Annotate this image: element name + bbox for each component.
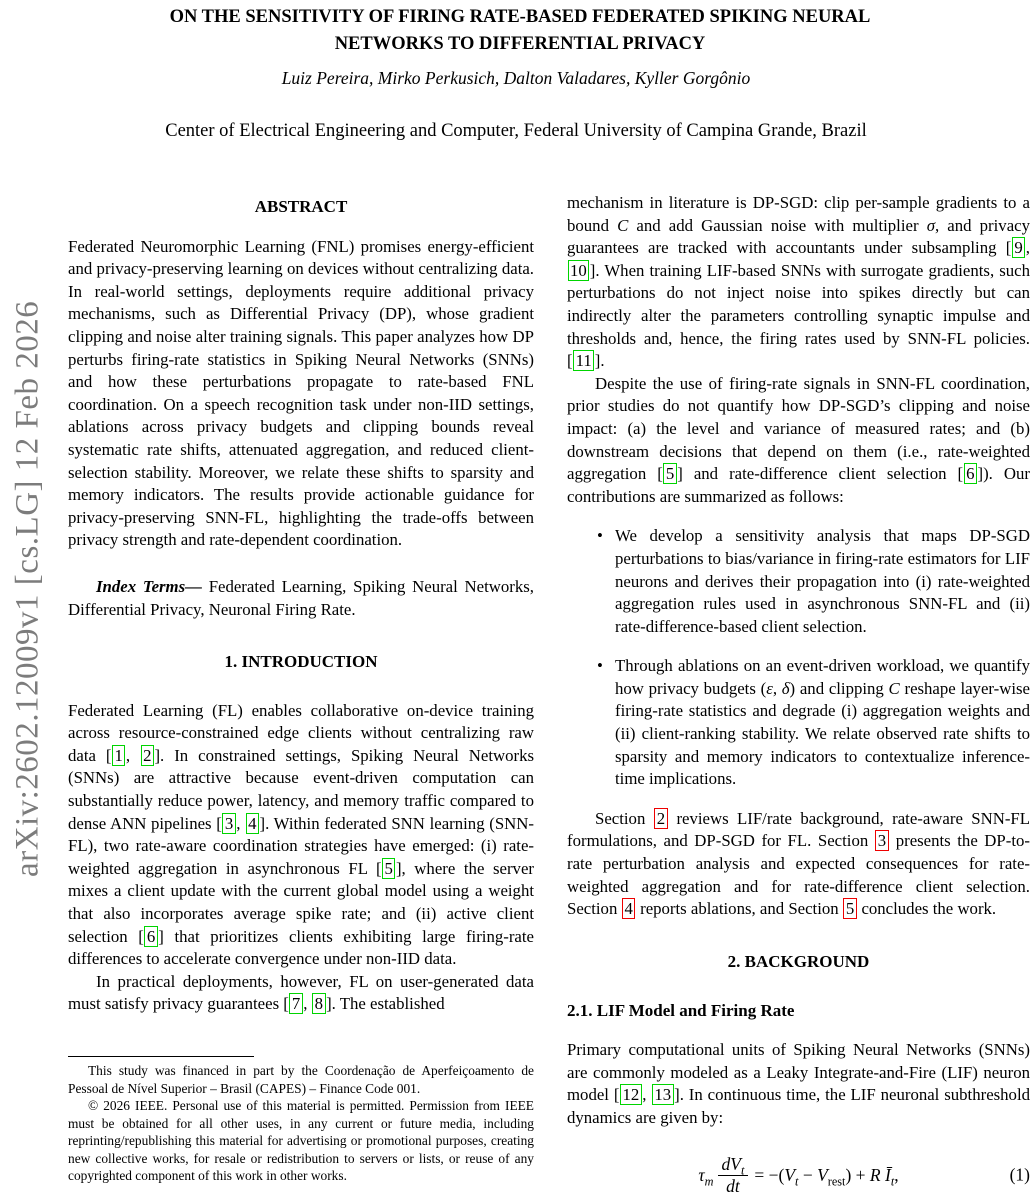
section-ref-link[interactable]: 2	[654, 808, 667, 829]
math-symbol: C	[888, 678, 900, 698]
bullet-icon: •	[597, 656, 603, 676]
section-1-heading: 1. INTRODUCTION	[224, 652, 378, 672]
footnote-funding: This study was financed in part by the Coordenação de Aperfeiçoamento de Pessoal de Nível Superior – Brasil (CAPES) – Finance Code 001.	[68, 1063, 534, 1096]
abstract-text: Federated Neuromorphic Learning (FNL) promises energy-efficient and privacy-preserving learning on devices without centralizing data. In real-world settings, deployments require additional privacy mechanisms, such as Differential Privacy (DP), whose gradient clipping and noise alter training signals. This paper analyzes how DP perturbs firing-rate statistics in Spiking Neural Networks (SNNs) and how these perturbations propagate to rate-based FNL coordination. On a speech recognition task under non-IID settings, ablations across privacy budgets and clipping bounds reveal systematic rate shifts, attenuated aggregation, and reduced client-selection stability. Moreover, we relate these shifts to sparsity and memory indicators. The results provide actionable guidance for privacy-preserving SNN-FL, highlighting the trade-offs between privacy strength and rate-dependent coordination.	[68, 236, 534, 550]
intro-paragraph-1: Federated Learning (FL) enables collaborative on-device training across resource-constrained edge clients without centralizing raw data [ 1 , 2 ]. In constrained settings, Spiking Neural Networks (SNNs) are attractive because event-driven computation can substantially reduce power, latency, and memory traffic compared to dense ANN pipelines [ 3 , 4 ]. Within federated SNN learning (SNN-FL), two rate-aware coordination strategies have emerged: (i) rate-weighted aggregation in asynchronous FL [ 5 ], where the server mixes a client update with the current global model using a weight that also incorporates average spike rate; and (ii) active client selection [ 6 ] that prioritizes clients exhibiting large firing-rate differences to accelerate convergence under non-IID data.	[68, 700, 535, 969]
citation-link[interactable]: 12	[620, 1084, 642, 1105]
math-symbol: C	[617, 215, 629, 235]
contribution-bullet-2	[567, 655, 1030, 791]
index-terms: Index Terms— Federated Learning, Spiking Neural Networks, Differential Privacy, Neuronal Firing Rate.	[68, 576, 534, 619]
equation-1	[567, 1149, 1030, 1200]
arxiv-watermark: arXiv:2602.12009v1 [cs.LG] 12 Feb 2026	[9, 300, 46, 878]
contribution-bullet-1-text: We develop a sensitivity analysis that maps DP-SGD perturbations to bias/variance in firing-rate estimators for LIF neurons and derives their propagation into (i) rate-weighted aggregation rules used in asynchronous SNN-FL and (ii) rate-difference-based client selection.	[615, 526, 1030, 636]
fraction-denominator	[726, 1176, 740, 1197]
contribution-bullet-1	[567, 525, 1030, 638]
math-symbol: V	[784, 1165, 796, 1186]
citation-link[interactable]: 5	[663, 463, 676, 484]
equation-body	[698, 1154, 898, 1197]
equation-lhs	[698, 1164, 713, 1187]
contribution-bullet-2-text: Through ablations on an event-driven workload, we quantify how privacy budgets (ε, δ) and clipping C reshape layer-wise firing-rate statistics and degrade (i) aggregation weights and (ii) client-ranking stability. We relate observed rate shifts to sparsity and memory indicators to contextualize inference-time implications.	[615, 656, 1030, 789]
paper-outline-paragraph: Section 2 reviews LIF/rate background, rate-aware SNN-FL formulations, and DP-SGD for FL. Section 3 presents the DP-to-rate perturbation analysis and expected consequences for rate-weighted aggregation and for rate-difference client selection. Section 4 reports ablations, and Section 5 concludes the work.	[567, 808, 1031, 919]
abstract-heading: ABSTRACT	[254, 197, 348, 216]
footnote-block	[68, 1056, 534, 1185]
math-subscript: rest	[827, 1174, 846, 1189]
footnote-copyright: © 2026 IEEE. Personal use of this material is permitted. Permission from IEEE must be obtained for all other uses, in any current or future media, including reprinting/republishing this material for advertising or promotional purposes, creating new collective works, for resale or redistribution to servers or lists, or reuse of any copyrighted component of this work in other works.	[68, 1098, 534, 1183]
citation-link[interactable]: 3	[222, 813, 235, 834]
dp-sgd-paragraph: mechanism in literature is DP-SGD: clip per-sample gradients to a bound C and add Gaussian noise with multiplier σ, and privacy guarantees are tracked with accountants under subsampling [ 9 , 10 ]. When training LIF-based SNNs with surrogate gradients, such perturbations do not inject noise into spikes directly but can indirectly alter the parameters controlling synaptic impulse and thresholds and, hence, the firing rates used by SNN-FL policies. [ 11 ].	[567, 193, 1030, 371]
authors: Luiz Pereira, Mirko Perkusich, Dalton Valadares, Kyller Gorgônio	[281, 68, 751, 88]
index-terms-label: Index Terms—	[96, 576, 202, 596]
math-symbol: τ	[698, 1165, 705, 1186]
math-symbol: dt	[726, 1175, 740, 1196]
citation-link[interactable]: 10	[568, 260, 590, 281]
equation-number: (1)	[1009, 1165, 1030, 1186]
math-symbol: Ī	[884, 1165, 891, 1186]
citation-link[interactable]: 1	[112, 745, 125, 766]
math-symbol: dV	[721, 1153, 741, 1174]
equation-rhs: = $-(V_t - V_{rest}) + R$ $Ī_t$,	[754, 1165, 899, 1189]
math-subscript: t	[890, 1174, 895, 1189]
math-symbol: ε	[766, 678, 773, 698]
left-column	[68, 192, 534, 1016]
citation-link[interactable]: 11	[573, 350, 594, 371]
section-ref-link[interactable]: 5	[843, 898, 856, 919]
citation-link[interactable]: 6	[144, 926, 157, 947]
citation-link[interactable]: 7	[289, 993, 302, 1014]
math-symbol: V	[817, 1165, 828, 1186]
citation-link[interactable]: 13	[652, 1084, 674, 1105]
intro-paragraph-2: In practical deployments, however, FL on user-generated data must satisfy privacy guarantees [ 7 , 8 ]. The established	[68, 971, 534, 1014]
section-ref-link[interactable]: 3	[875, 830, 888, 851]
fraction-numerator	[718, 1154, 749, 1176]
paper-title-line1: ON THE SENSITIVITY OF FIRING RATE-BASED FEDERATED SPIKING NEURAL	[169, 7, 871, 27]
citation-link[interactable]: 8	[312, 993, 325, 1014]
right-column	[567, 192, 1030, 1200]
subsection-2-1-heading: 2.1. LIF Model and Firing Rate	[567, 1001, 795, 1021]
math-subscript: t	[740, 1163, 745, 1178]
paper-title	[60, 4, 980, 58]
paper-title-line2: NETWORKS TO DIFFERENTIAL PRIVACY	[334, 34, 706, 54]
bullet-icon: •	[597, 526, 603, 546]
equation-fraction	[718, 1154, 749, 1197]
citation-link[interactable]: 2	[141, 745, 154, 766]
citation-link[interactable]: 6	[964, 463, 977, 484]
citation-link[interactable]: 4	[246, 813, 259, 834]
affiliation: Center of Electrical Engineering and Computer, Federal University of Campina Grande, Brazil	[165, 121, 867, 141]
section-ref-link[interactable]: 4	[622, 898, 635, 919]
citation-link[interactable]: 9	[1012, 237, 1025, 258]
citation-link[interactable]: 5	[382, 858, 395, 879]
math-symbol: δ	[781, 678, 790, 698]
math-symbol: R	[869, 1165, 881, 1186]
lif-model-paragraph: Primary computational units of Spiking Neural Networks (SNNs) are commonly modeled as a Leaky Integrate-and-Fire (LIF) neuron model [ 12 , 13 ]. In continuous time, the LIF neuronal subthreshold dynamics are given by:	[567, 1040, 1031, 1127]
footnote-rule	[68, 1056, 254, 1057]
math-subscript: t	[795, 1174, 799, 1189]
contributions-intro-paragraph: Despite the use of firing-rate signals in SNN-FL coordination, prior studies do not quantify how DP-SGD’s clipping and noise impact: (a) the level and variance of measured rates; and (b) downstream decisions that depend on them (i.e., rate-weighted aggregation [ 5 ] and rate-difference client selection [ 6 ]). Our contributions are summarized as follows:	[567, 373, 1030, 506]
math-symbol: σ	[926, 215, 935, 235]
section-2-heading: 2. BACKGROUND	[727, 951, 870, 971]
math-subscript: m	[704, 1174, 714, 1189]
